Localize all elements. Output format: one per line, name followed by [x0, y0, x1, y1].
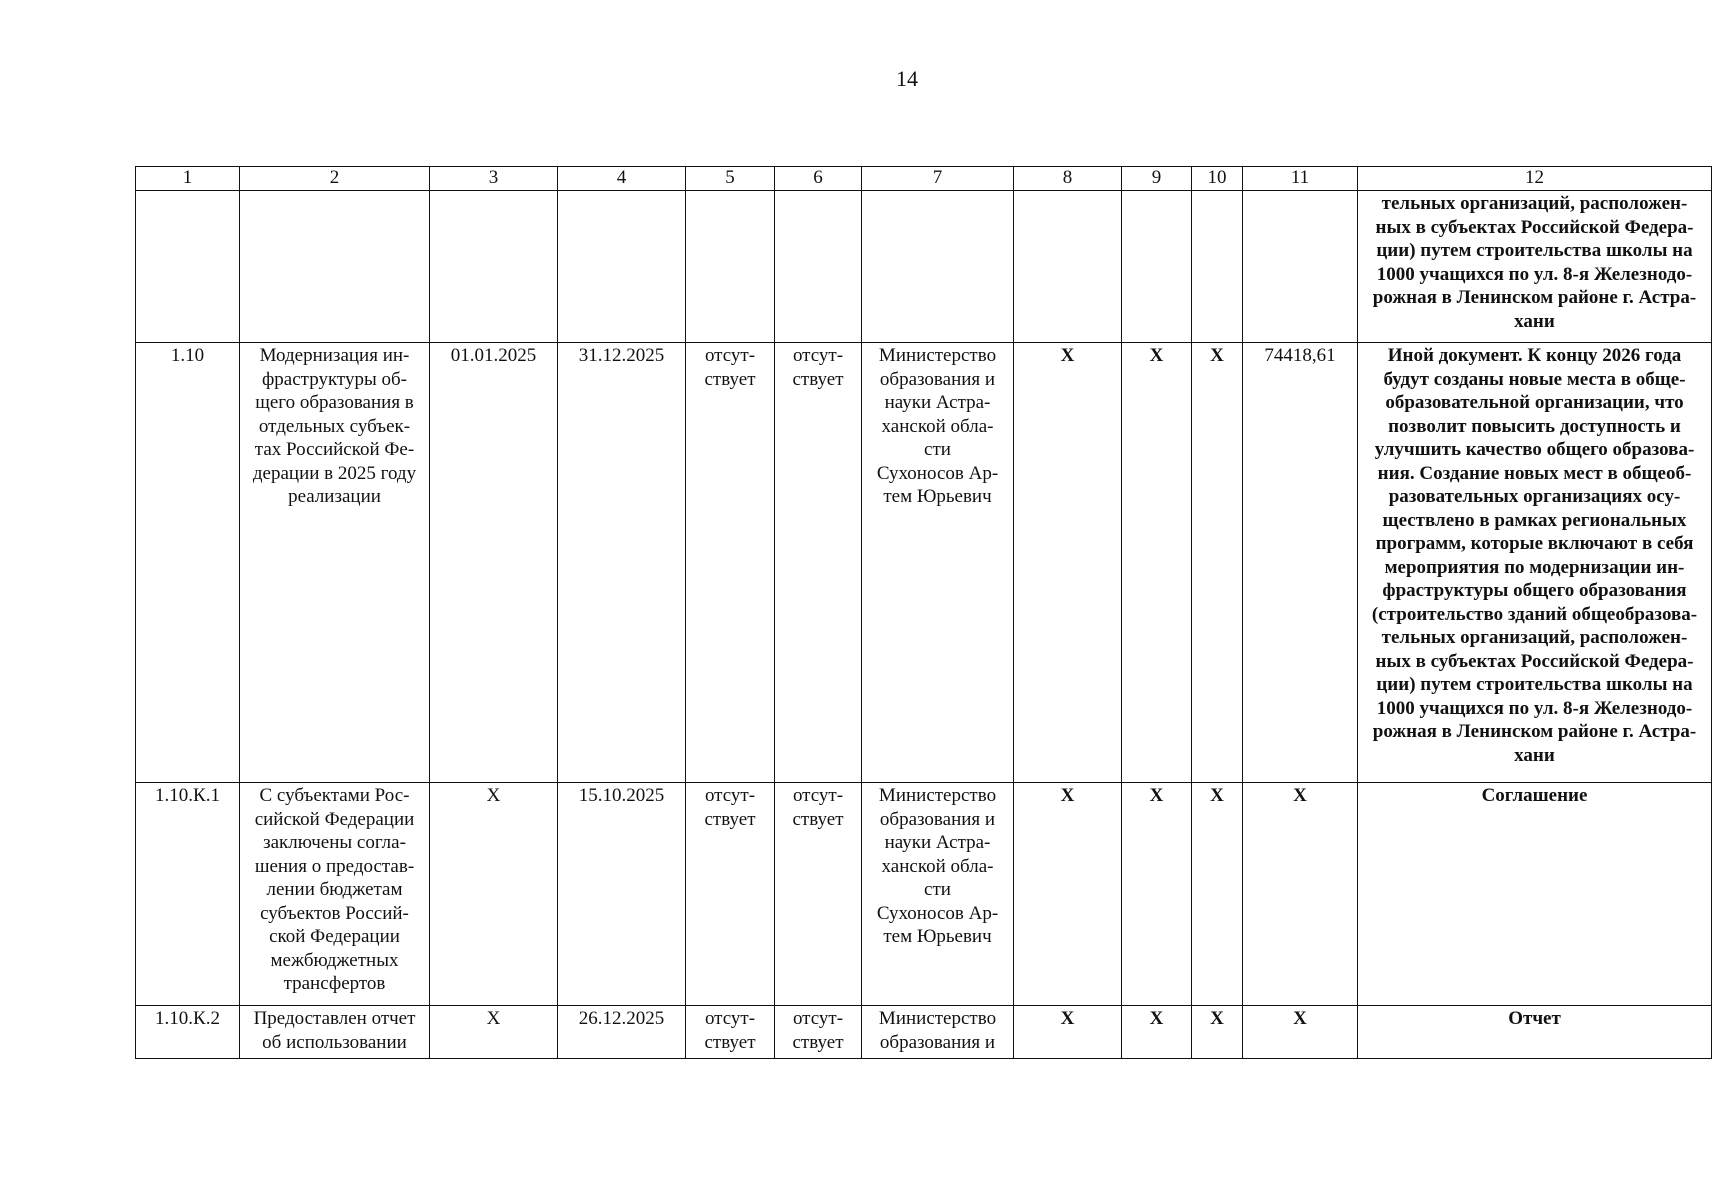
col8-mark: X	[1014, 1006, 1122, 1059]
header-cell: 1	[136, 167, 240, 191]
predecessor: отсут- ствует	[686, 1006, 775, 1059]
row-number: 1.10.К.1	[136, 783, 240, 1006]
col10-mark: X	[1192, 1006, 1243, 1059]
continuation-row	[136, 191, 1712, 343]
page-number: 14	[896, 66, 918, 91]
successor: отсут- ствует	[775, 1006, 862, 1059]
end-date: 26.12.2025	[558, 1006, 686, 1059]
table-row	[136, 1006, 1712, 1059]
result-description: Отчет	[1358, 1006, 1712, 1059]
header-cell: 4	[558, 167, 686, 191]
funding-amount: 74418,61	[1243, 343, 1358, 783]
header-cell: 3	[430, 167, 558, 191]
start-date: X	[430, 783, 558, 1006]
result-description: Соглашение	[1358, 783, 1712, 1006]
col9-mark: X	[1122, 343, 1192, 783]
responsible: Министерство образования и	[862, 1006, 1014, 1059]
col10-mark: X	[1192, 343, 1243, 783]
header-cell: 2	[240, 167, 430, 191]
funding-amount: X	[1243, 783, 1358, 1006]
control-points-table	[135, 166, 1712, 1059]
col9-mark: X	[1122, 783, 1192, 1006]
header-cell: 8	[1014, 167, 1122, 191]
row-number: 1.10.К.2	[136, 1006, 240, 1059]
successor: отсут- ствует	[775, 343, 862, 783]
header-cell: 5	[686, 167, 775, 191]
successor: отсут- ствует	[775, 783, 862, 1006]
header-cell: 10	[1192, 167, 1243, 191]
header-cell: 6	[775, 167, 862, 191]
col9-mark: X	[1122, 1006, 1192, 1059]
event-name: С субъектами Рос- сийской Федерации заключены согла- шения о предостав- лении бюджетам субъектов Россий- ской Федерации межбюджетных трансфертов	[240, 783, 430, 1006]
header-row	[136, 167, 1712, 191]
header-cell: 9	[1122, 167, 1192, 191]
start-date: X	[430, 1006, 558, 1059]
col8-mark: X	[1014, 343, 1122, 783]
event-name: Предоставлен отчет об использовании	[240, 1006, 430, 1059]
result-description: тельных организаций, расположен- ных в субъектах Российской Федера- ции) путем строительства школы на 1000 учащихся по ул. 8-я Железнодо- рожная в Ленинском районе г. Астра- хани	[1358, 191, 1712, 343]
responsible: Министерство образования и науки Астра- ханской обла- сти Сухоносов Ар- тем Юрьевич	[862, 343, 1014, 783]
end-date: 31.12.2025	[558, 343, 686, 783]
col10-mark: X	[1192, 783, 1243, 1006]
row-number: 1.10	[136, 343, 240, 783]
table-row	[136, 343, 1712, 783]
result-description: Иной документ. К концу 2026 года будут созданы новые места в обще- образовательной организации, что позволит повысить доступность и улучшить качество общего образова- ния. Создание новых мест в общеоб- разовательных организациях осу- ществлено в рамках региональных программ, которые включают в себя мероприятия по модернизации ин- фраструктуры общего образования (строительство зданий общеобразова- тельных организаций, расположен- ных в субъектах Российской Федера- ции) путем строительства школы на 1000 учащихся по ул. 8-я Железнодо- рожная в Ленинском районе г. Астра- хани	[1358, 343, 1712, 783]
header-cell: 12	[1358, 167, 1712, 191]
responsible: Министерство образования и науки Астра- ханской обла- сти Сухоносов Ар- тем Юрьевич	[862, 783, 1014, 1006]
col8-mark: X	[1014, 783, 1122, 1006]
start-date: 01.01.2025	[430, 343, 558, 783]
header-cell: 7	[862, 167, 1014, 191]
predecessor: отсут- ствует	[686, 783, 775, 1006]
header-cell: 11	[1243, 167, 1358, 191]
funding-amount: X	[1243, 1006, 1358, 1059]
table-row	[136, 783, 1712, 1006]
predecessor: отсут- ствует	[686, 343, 775, 783]
end-date: 15.10.2025	[558, 783, 686, 1006]
event-name: Модернизация ин- фраструктуры об- щего образования в отдельных субъек- тах Российской Фе- дерации в 2025 году реализации	[240, 343, 430, 783]
